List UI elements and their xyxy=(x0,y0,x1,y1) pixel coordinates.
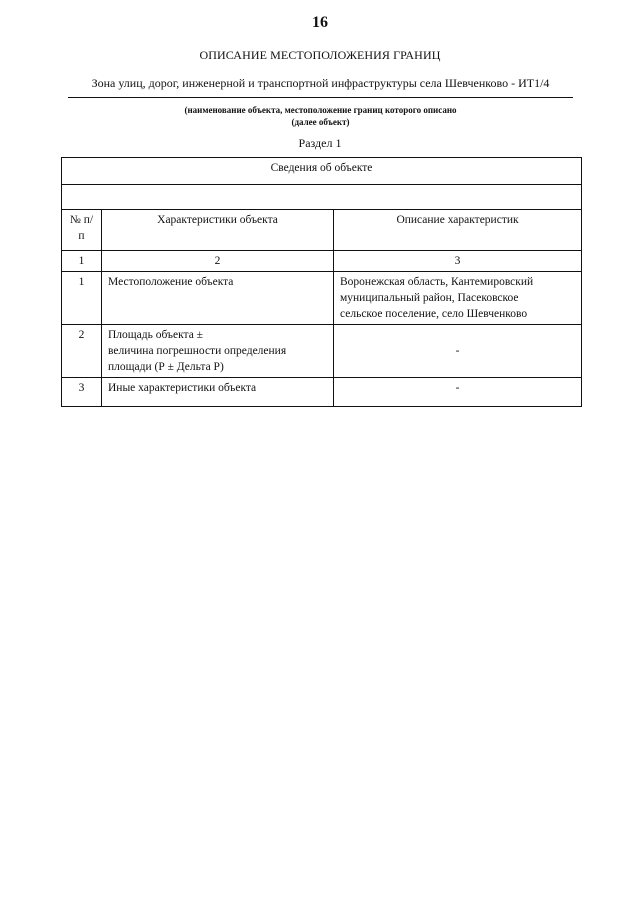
column-index: 1 xyxy=(62,251,102,272)
page-number: 16 xyxy=(312,14,328,31)
row-description: - xyxy=(334,378,582,407)
object-name-caption xyxy=(68,104,573,128)
row-number: 3 xyxy=(62,378,102,407)
column-header-characteristic: Характеристики объекта xyxy=(102,210,334,251)
row-characteristic: Местоположение объекта xyxy=(102,272,334,325)
row-number: 1 xyxy=(62,272,102,325)
row-characteristic xyxy=(102,325,334,378)
column-header-num: № п/п xyxy=(62,210,102,251)
characteristic-line: Площадь объекта ± xyxy=(108,329,203,341)
table-row xyxy=(62,325,582,378)
caption-line-2: (далее объект) xyxy=(291,117,350,127)
description-line: Воронежская область, Кантемировский xyxy=(340,276,534,288)
table-header-row xyxy=(62,158,582,185)
blank-cell xyxy=(62,185,582,210)
column-header-description: Описание характеристик xyxy=(334,210,582,251)
row-number: 2 xyxy=(62,325,102,378)
table-row xyxy=(62,272,582,325)
table-header: Сведения об объекте xyxy=(62,158,582,185)
description-line: муниципальный район, Пасековское xyxy=(340,292,519,304)
row-characteristic: Иные характеристики объекта xyxy=(102,378,334,407)
row-description: - xyxy=(334,325,582,378)
column-index: 3 xyxy=(334,251,582,272)
description-line: сельское поселение, село Шевченково xyxy=(340,308,528,320)
row-description xyxy=(334,272,582,325)
table-blank-row xyxy=(62,185,582,210)
object-info-table xyxy=(61,157,582,407)
object-name: Зона улиц, дорог, инженерной и транспортной инфраструктуры села Шевченково - ИТ1/4 xyxy=(68,76,573,98)
document-title: ОПИСАНИЕ МЕСТОПОЛОЖЕНИЯ ГРАНИЦ xyxy=(199,48,441,62)
column-index: 2 xyxy=(102,251,334,272)
table-row xyxy=(62,378,582,407)
caption-line-1: (наименование объекта, местоположение границ которого описано xyxy=(184,105,457,115)
column-header-row xyxy=(62,210,582,251)
section-title: Раздел 1 xyxy=(298,136,342,150)
column-index-row xyxy=(62,251,582,272)
characteristic-line: площади (Р ± Дельта Р) xyxy=(108,361,224,373)
characteristic-line: величина погрешности определения xyxy=(108,345,287,357)
